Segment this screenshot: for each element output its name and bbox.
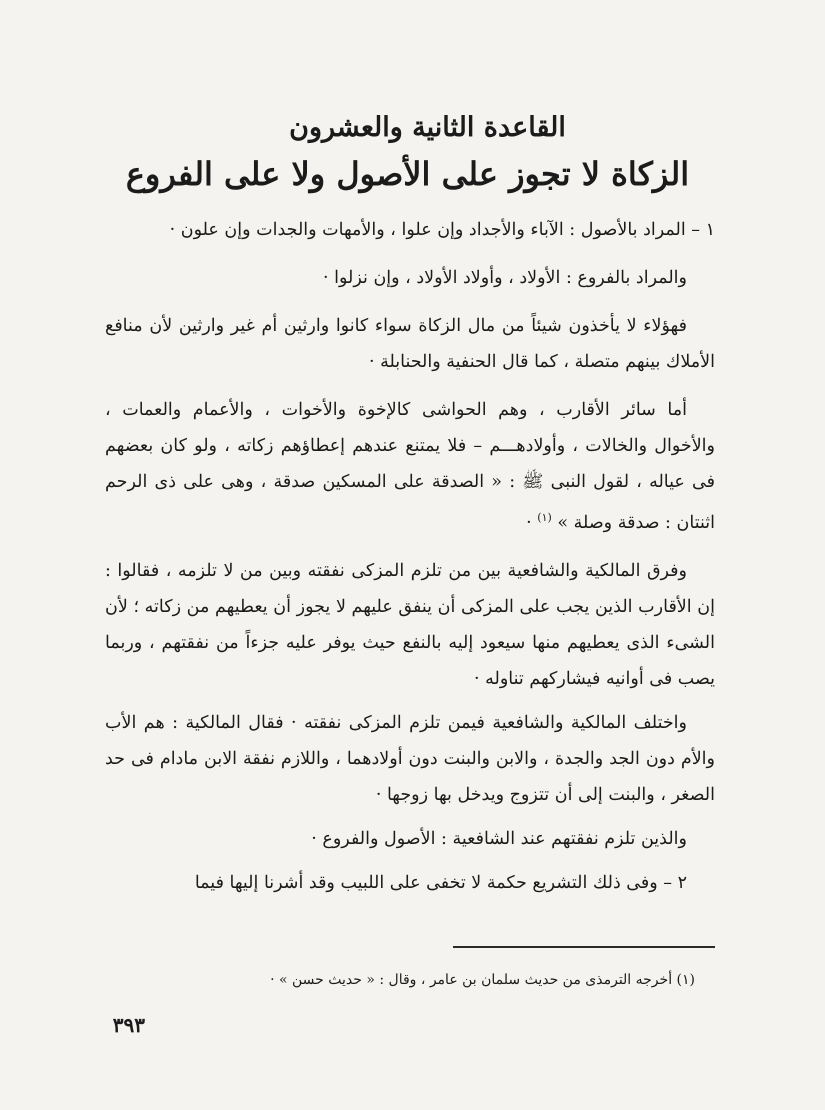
paragraph-4 <box>105 392 715 541</box>
paragraph-3: فهؤلاء لا يأخذون شيئاً من مال الزكاة سواء كانوا وارثين أم غير وارثين لأن منافع الأملاك بينهم متصلة ، كما قال الحنفية والحنابلة · <box>105 316 715 372</box>
paragraph-2: والمراد بالفروع : الأولاد ، وأولاد الأولاد ، وإن نزلوا · <box>323 268 687 288</box>
paragraph-4-text: أما سائر الأقارب ، وهم الحواشى كالإخوة والأخوات ، والأعمام والعمات ، والأخوال والخالات ، وأولادهـــم – فلا يمتنع عندهم إعطاؤهم زكاته ، ولو كان بعضهم فى عياله ، لقول النبى ﷺ : « الصدقة على المسكين صدقة ، وهى على ذى الرحم اثنتان : صدقة وصلة » <box>105 400 715 533</box>
rule-title: القاعدة الثانية والعشرون <box>289 112 566 143</box>
paragraph-4-end: · <box>526 512 538 533</box>
footnote: (١) أخرجه الترمذى من حديث سلمان بن عامر ، وقال : « حديث حسن » · <box>270 972 695 988</box>
paragraph-6: واختلف المالكية والشافعية فيمن تلزم المزكى نفقته · فقال المالكية : هم الأب والأم دون الجد والجدة ، والابن والبنت دون أولادهما ، واللازم نفقة الابن مادام فى حد الصغر ، والبنت إلى أن تتزوج ويدخل بها زوجها · <box>105 712 715 805</box>
body-text <box>105 212 715 901</box>
page-number: ٣٩٣ <box>112 1013 145 1037</box>
paragraph-7: والذين تلزم نفقتهم عند الشافعية : الأصول والفروع · <box>311 828 687 849</box>
footnote-divider <box>453 946 715 948</box>
paragraph-8: ٢ – وفى ذلك التشريع حكمة لا تخفى على اللبيب وقد أشرنا إليها فيما <box>194 872 687 893</box>
footnote-reference: (١) <box>537 511 552 524</box>
rule-subtitle: الزكاة لا تجوز على الأصول ولا على الفروع <box>125 155 690 193</box>
paragraph-5: وفرق المالكية والشافعية بين من تلزم المزكى نفقته وبين من لا تلزمه ، فقالوا : إن الأقارب الذين يجب على المزكى أن ينفق عليهم لا يجوز أن يعطيهم من زكاته ؛ لأن الشىء الذى يعطيهم منها سيعود إليه بالنفع حيث يوفر عليه جزءاً من نفقتهم ، وربما يصب فى أوانيه فيشاركهم تناوله · <box>105 560 715 689</box>
paragraph-1: ١ – المراد بالأصول : الآباء والأجداد وإن علوا ، والأمهات والجدات وإن علون · <box>169 220 715 240</box>
